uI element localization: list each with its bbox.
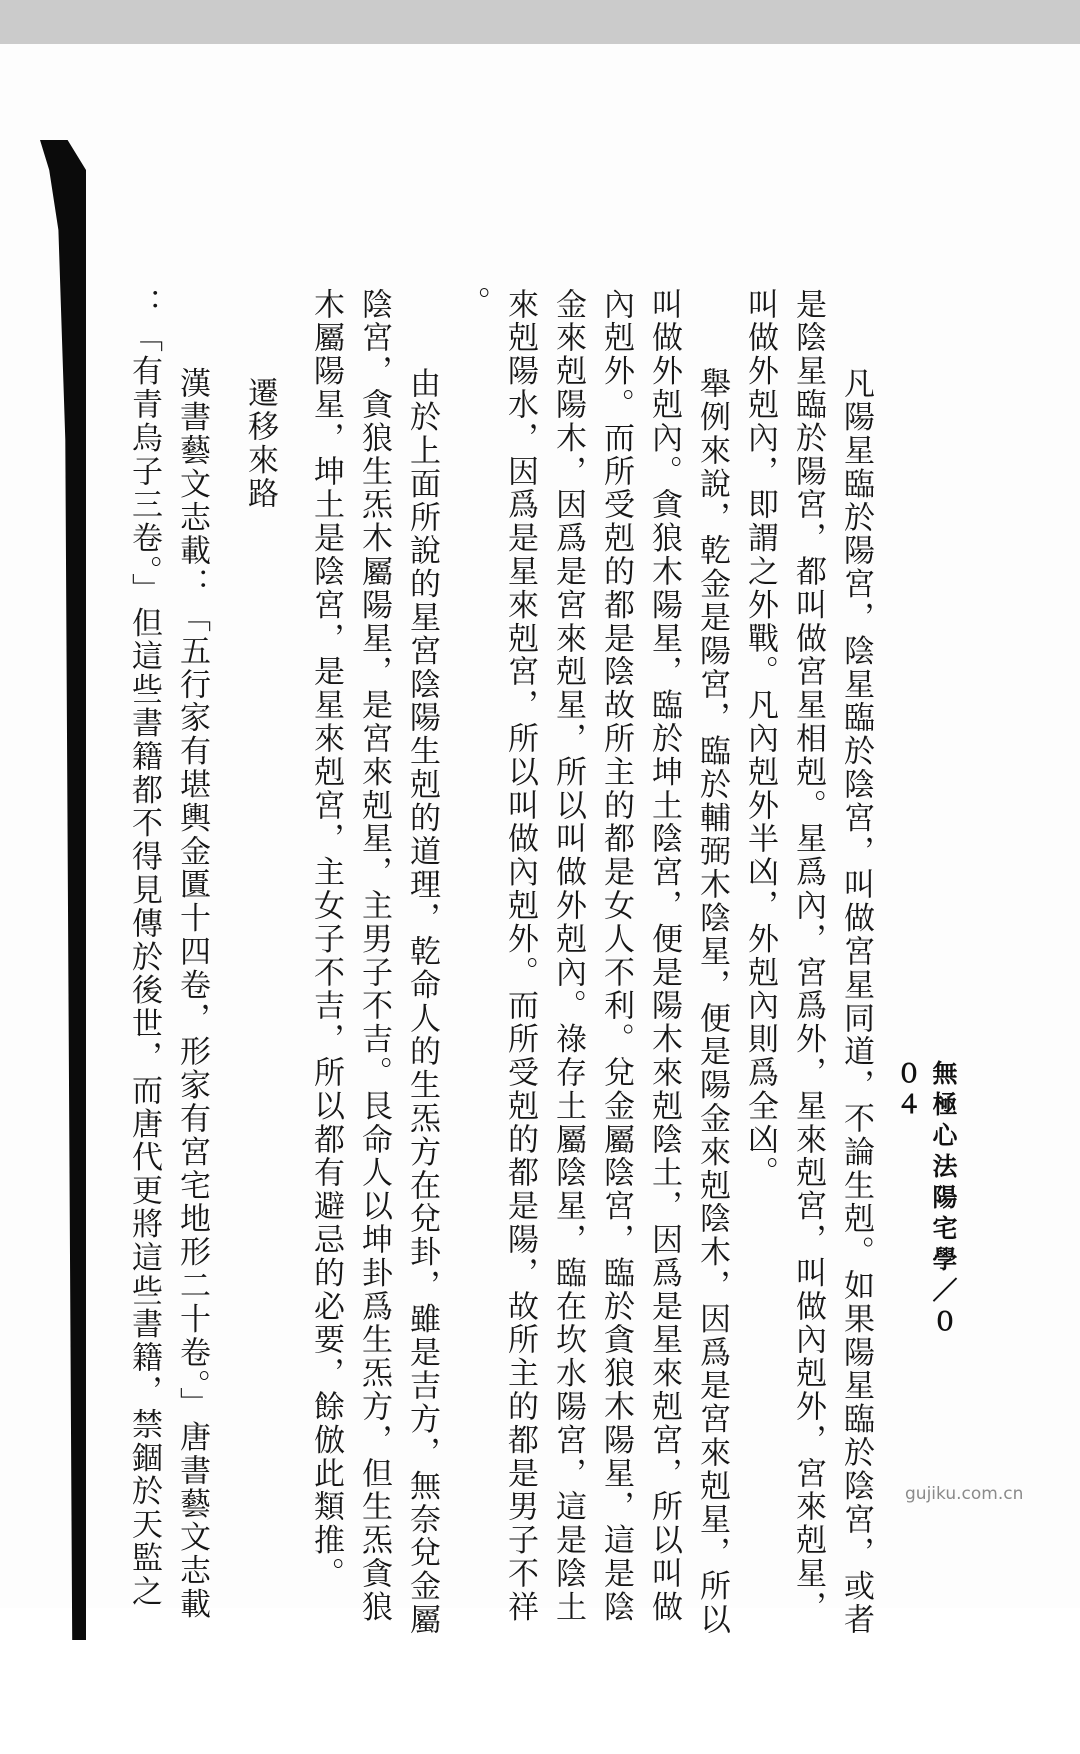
text-column-5: 叫做外剋內。貪狼木陽星，臨於坤土陰宮，便是陽木來剋陰土，因爲是星來剋宮，所以叫做 — [646, 288, 682, 1624]
book-spine-shadow — [40, 140, 86, 1640]
text-column-14: ：「有青烏子三卷。」但這些書籍都不得見傳於後世，而唐代更將這些書籍，禁錮於天監之 — [126, 288, 162, 1609]
text-column-9: 。 — [454, 286, 490, 320]
running-head: 無極心法陽宅學／００４ — [893, 1060, 958, 1339]
viewer-top-bar — [0, 0, 1080, 44]
text-column-8: 來剋陽水，因爲是星來剋宮，所以叫做內剋外。而所受剋的都是陽，故所主的都是男子不祥 — [502, 288, 538, 1624]
text-column-3: 叫做外剋內，即謂之外戰。凡內剋外半凶，外剋內則爲全凶。 — [742, 288, 778, 1190]
section-heading-column: 木屬陽星，坤土是陰宮，是星來剋宮，主女子不吉，所以都有避忌的必要，餘倣此類推。 — [308, 288, 344, 1591]
text-column-4: 舉例來說，乾金是陽宮，臨於輔弼木陰星，便是陽金來剋陰木，因爲是宮來剋星，所以 — [694, 334, 730, 1637]
text-column-7: 金來剋陽木，因爲是宮來剋星，所以叫做外剋內。祿存土屬陰星，臨在坎水陽宮，這是陰土 — [550, 288, 586, 1624]
text-column-10: 由於上面所說的星宮陰陽生剋的道理，乾命人的生炁方在兌卦，雖是吉方，無奈兌金屬 — [404, 334, 440, 1637]
text-column-11: 陰宮，貪狼生炁木屬陽星，是宮來剋星，主男子不吉。艮命人以坤卦爲生炁方，但生炁貪狼 — [356, 288, 392, 1624]
text-column-2: 是陰星臨於陽宮，都叫做宮星相剋。星爲內，宮爲外，星來剋宮，叫做內剋外，宮來剋星， — [790, 288, 826, 1624]
text-column-13: 漢書藝文志載：「五行家有堪輿金匱十四卷，形家有宮宅地形二十卷。」唐書藝文志載 — [174, 334, 210, 1622]
text-column-1: 凡陽星臨於陽宮，陰星臨於陰宮，叫做宮星同道，不論生剋。如果陽星臨於陰宮，或者 — [838, 334, 874, 1637]
section-heading: 遷移來路 — [242, 310, 278, 511]
site-watermark: gujiku.com.cn — [905, 1484, 1024, 1504]
text-column-6: 內剋外。而所受剋的都是陰故所主的都是女人不利。兌金屬陰宮，臨於貪狼木陽星，這是陰 — [598, 288, 634, 1624]
